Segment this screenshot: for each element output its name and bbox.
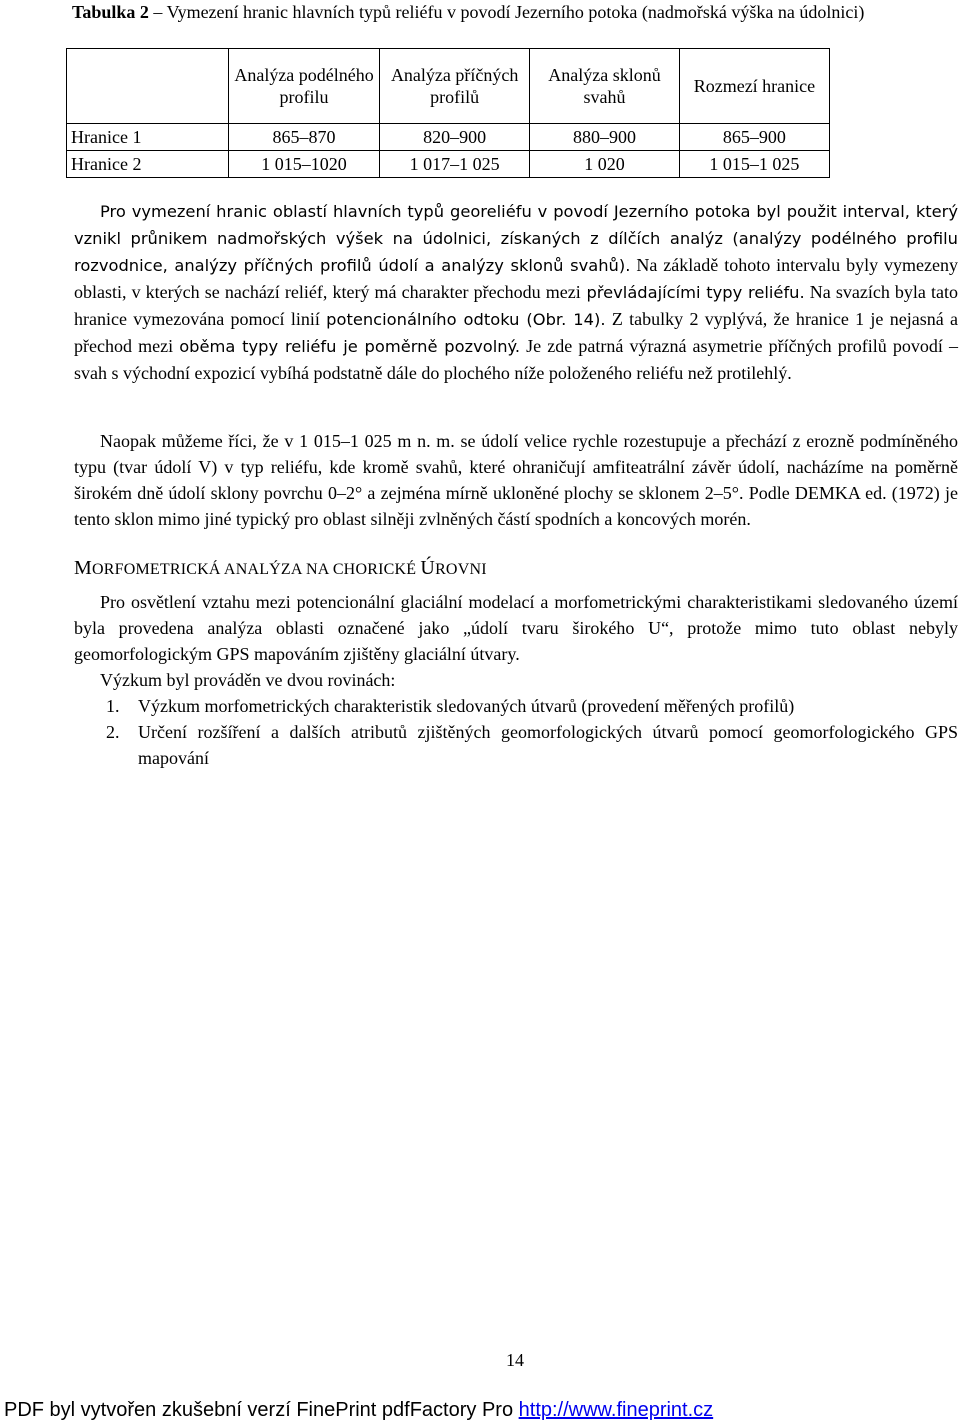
paragraph-text: Pro vymezení hranic oblastí hlavních typů georeliéfu v povodí Jezerního potoka byl použit interval, který vznikl průnikem nadmořských výšek na údolnici, získaných z dílčích analýz (analýzy podélného profilu rozvodnice, analýzy příčných profilů údolí a analýzy sklonů svahů).	[74, 202, 958, 275]
pdf-footer	[4, 1396, 956, 1424]
paragraph-text: Je zde patrná výrazná asymetrie příčných profilů povodí – svah s východní expozicí vybíhá podstatně dále do plochého níže položeného reliéfu než protilehlý.	[74, 336, 958, 383]
boundary-table	[66, 48, 830, 178]
paragraph-text: potencionálního odtoku (Obr. 14).	[326, 310, 606, 329]
paragraph-boundaries	[74, 198, 958, 386]
table-cell: 1 017–1 025	[380, 151, 530, 178]
paragraph-intro: Pro osvětlení vztahu mezi potencionální glaciální modelací a morfometrickými charakteristikami sledovaného území byla provedena analýza oblasti označené jako „údolí tvaru širokého U“, protože mimo tuto oblast nebyly geomorfologickým GPS mapováním zjištěny glaciální útvary.	[74, 592, 958, 664]
table-header-cell: Rozmezí hranice	[679, 49, 829, 124]
table-cell: 1 015–1020	[228, 151, 379, 178]
research-levels-list	[74, 693, 958, 771]
table-caption-text: – Vymezení hranic hlavních typů reliéfu v povodí Jezerního potoka (nadmořská výška na údolnici)	[148, 2, 865, 22]
table-cell: 1 020	[530, 151, 680, 178]
page-number: 14	[506, 1350, 524, 1370]
table-row	[67, 124, 830, 151]
list-item-text: Výzkum morfometrických charakteristik sledovaných útvarů (provedení měřených profilů)	[138, 696, 795, 716]
footer-text: PDF byl vytvořen zkušební verzí FinePrint pdfFactory Pro	[4, 1399, 519, 1421]
table-header-row	[67, 49, 830, 124]
heading-part: ROVNI	[435, 561, 487, 578]
table-cell: 880–900	[530, 124, 680, 151]
list-item	[74, 719, 958, 771]
table-header-cell: Analýza podélného profilu	[228, 49, 379, 124]
paragraph-text: Na základě tohoto intervalu byly vymezeny oblasti, v kterých se nachází reliéf, který má charakter přechodu mezi	[74, 255, 958, 302]
paragraph-text: převládajícími typy reliéfu.	[580, 283, 805, 302]
list-item-text: Určení rozšíření a dalších atributů zjištěných geomorfologických útvarů pomocí geomorfologického GPS mapování	[138, 722, 958, 768]
heading-part: CHORICKÉ	[332, 561, 421, 578]
paragraph-text: Na svazích byla tato hranice vymezována pomocí linií	[74, 282, 959, 329]
table-cell: 865–870	[228, 124, 379, 151]
table-caption	[72, 0, 952, 24]
table-header-cell: Analýza příčných profilů	[380, 49, 530, 124]
table-cell: Hranice 2	[67, 151, 229, 178]
table-row	[67, 151, 830, 178]
list-item-number: 2.	[106, 722, 120, 742]
table-cell: 820–900	[380, 124, 530, 151]
table-cell: 1 015–1 025	[679, 151, 829, 178]
heading-part: Ú	[420, 557, 436, 579]
table-caption-label: Tabulka 2	[72, 2, 149, 22]
list-item	[74, 693, 958, 719]
paragraph-valley: Naopak můžeme říci, že v 1 015–1 025 m n. m. se údolí velice rychle rozestupuje a přechází z erozně podmíněného typu (tvar údolí V) v typ reliéfu, kde kromě svahů, které ohraničují amfiteatrální závěr údolí, nacházíme na poměrně širokém dně údolí sklony povrchu 0–2° a zejména mírně ukloněné plochy se sklonem 2–5°. Podle DEMKA ed. (1972) je tento sklon mimo jiné typický pro oblast silněji zvlněných částí spodních a koncových morén.	[74, 431, 958, 529]
table-cell: Hranice 1	[67, 124, 229, 151]
list-item-number: 1.	[106, 696, 120, 716]
section-heading	[74, 554, 487, 584]
heading-part: M	[74, 557, 92, 579]
paragraph-levels: Výzkum byl prováděn ve dvou rovinách:	[100, 670, 396, 690]
paragraph-text: oběma typy reliéfu je poměrně pozvolný.	[179, 337, 521, 356]
table-header-cell: Analýza sklonů svahů	[530, 49, 680, 124]
paragraph-text: Z tabulky 2 vyplývá, že hranice 1 je nejasná a přechod mezi	[74, 309, 958, 356]
footer-link[interactable]: http://www.fineprint.cz	[518, 1399, 714, 1421]
table-header-cell	[67, 49, 229, 124]
table-cell: 865–900	[679, 124, 829, 151]
heading-part: ORFOMETRICKÁ ANALÝZA NA	[91, 561, 333, 578]
